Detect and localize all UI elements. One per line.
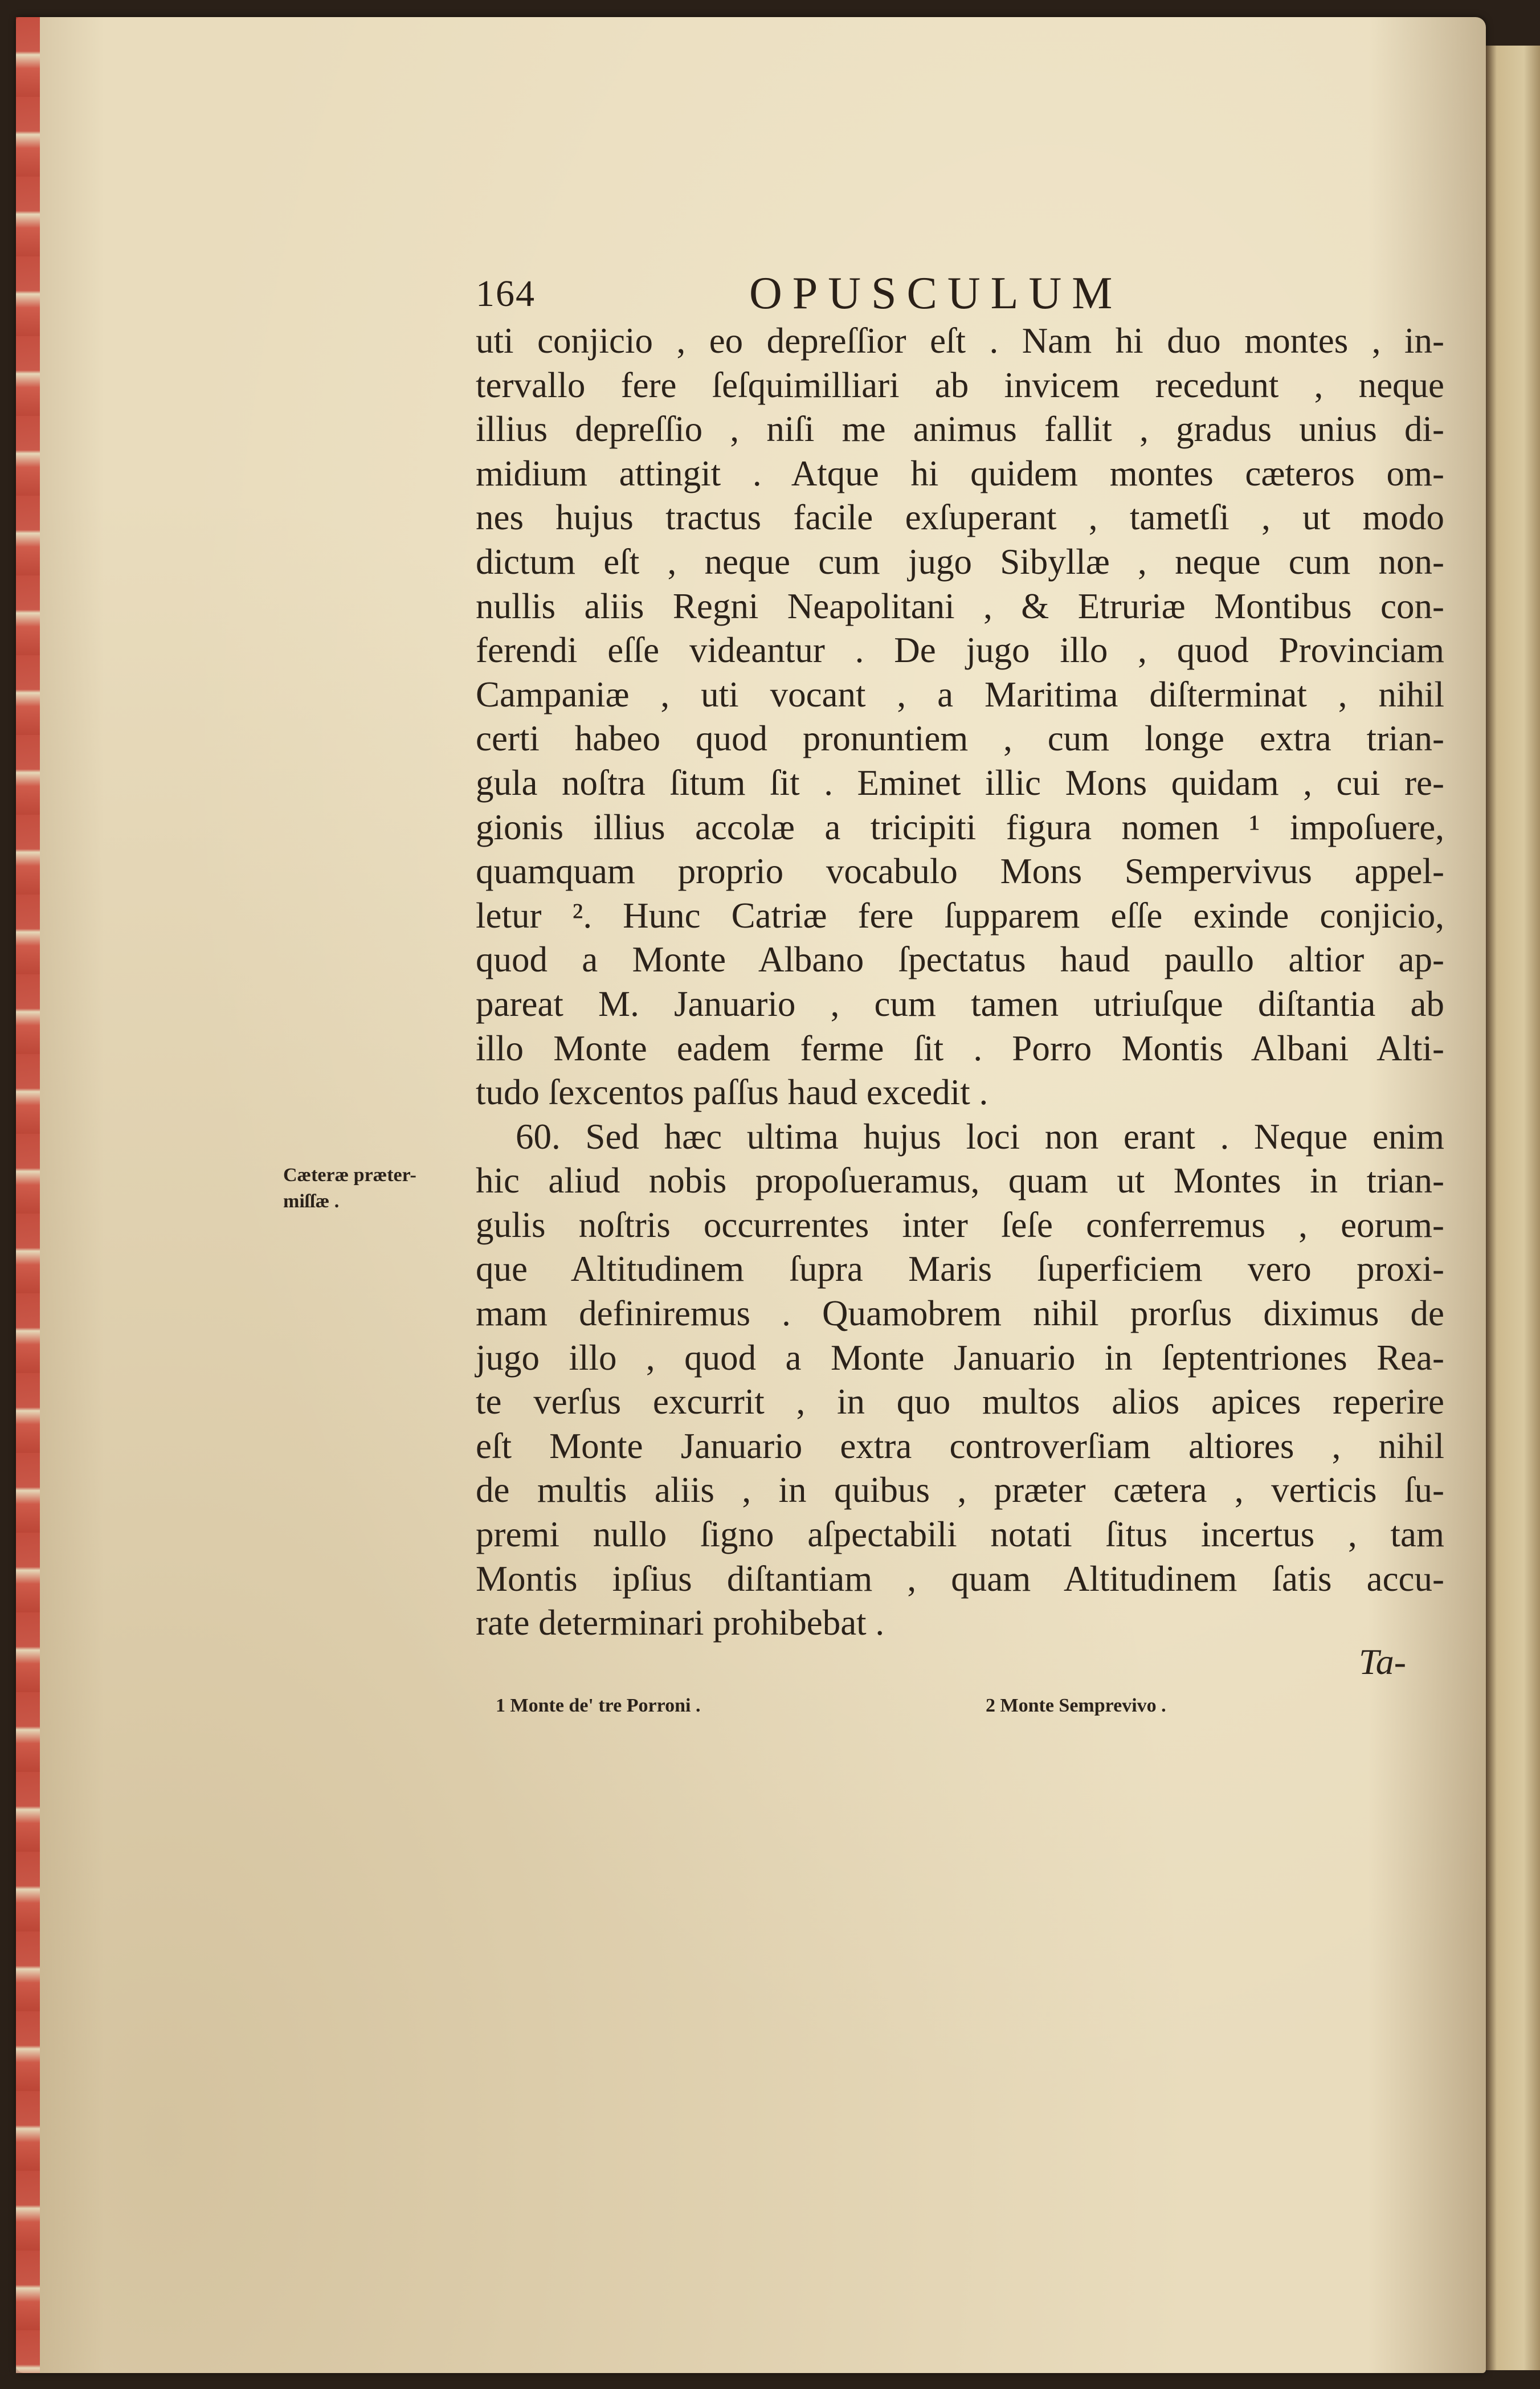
running-head: OPUSCULUM bbox=[749, 268, 1123, 318]
marginal-note bbox=[283, 1162, 465, 1215]
text-line: illo Monte eadem ferme ſit . Porro Montis Albani Alti- bbox=[476, 1028, 1444, 1068]
page-number: 164 bbox=[476, 273, 536, 315]
text-line: te verſus excurrit , in quo multos alios apices reperire bbox=[476, 1382, 1444, 1422]
text-line: nes hujus tractus facile exſuperant , tametſi , ut modo bbox=[476, 497, 1444, 538]
text-line: gula noſtra ſitum ſit . Eminet illic Mons quidam , cui re- bbox=[476, 762, 1444, 803]
text-line: eſt Monte Januario extra controverſiam altiores , nihil bbox=[476, 1426, 1444, 1466]
text-line: mam definiremus . Quamobrem nihil prorſus diximus de bbox=[476, 1293, 1444, 1334]
text-line: de multis aliis , in quibus , præter cætera , verticis ſu- bbox=[476, 1470, 1444, 1510]
marginal-note-line: Cæteræ præter- bbox=[283, 1165, 416, 1186]
text-line: quod a Monte Albano ſpectatus haud paullo altior ap- bbox=[476, 940, 1444, 980]
text-line: gionis illius accolæ a tricipiti figura nomen ¹ impoſuere, bbox=[476, 807, 1444, 847]
footnote-1: 1 Monte de' tre Porroni . bbox=[496, 1695, 701, 1716]
text-line: nullis aliis Regni Neapolitani , & Etruriæ Montibus con- bbox=[476, 586, 1444, 626]
text-line: quamquam proprio vocabulo Mons Sempervivus appel- bbox=[476, 851, 1444, 892]
text-line: uti conjicio , eo depreſſior eſt . Nam hi duo montes , in- bbox=[476, 321, 1444, 361]
text-line: pareat M. Januario , cum tamen utriuſque diſtantia ab bbox=[476, 983, 1444, 1024]
text-line: Montis ipſius diſtantiam , quam Altitudinem ſatis accu- bbox=[476, 1558, 1444, 1599]
page-header bbox=[476, 268, 1444, 325]
text-line: letur ². Hunc Catriæ fere ſupparem eſſe exinde conjicio, bbox=[476, 895, 1444, 936]
text-line: jugo illo , quod a Monte Januario in ſeptentriones Rea- bbox=[476, 1337, 1444, 1378]
marginal-note-line: miſſæ . bbox=[283, 1191, 340, 1212]
text-line: hic aliud nobis propoſueramus, quam ut Montes in trian- bbox=[476, 1161, 1444, 1201]
text-line: illius depreſſio , niſi me animus fallit , gradus unius di- bbox=[476, 409, 1444, 450]
text-line: dictum eſt , neque cum jugo Sibyllæ , neque cum non- bbox=[476, 541, 1444, 582]
text-line: 60. Sed hæc ultima hujus loci non erant . Neque enim bbox=[516, 1116, 1444, 1157]
text-line: midium attingit . Atque hi quidem montes cæteros om- bbox=[476, 453, 1444, 493]
text-line: Campaniæ , uti vocant , a Maritima diſterminat , nihil bbox=[476, 674, 1444, 714]
facing-page-edge bbox=[1486, 46, 1540, 2370]
catchword: Ta- bbox=[1359, 1641, 1407, 1682]
text-line: tervallo fere ſeſquimilliari ab invicem recedunt , neque bbox=[476, 365, 1444, 405]
text-line: certi habeo quod pronuntiem , cum longe extra trian- bbox=[476, 718, 1444, 759]
text-line: ferendi eſſe videantur . De jugo illo , quod Provinciam bbox=[476, 630, 1444, 671]
text-line: gulis noſtris occurrentes inter ſeſe conferremus , eorum- bbox=[476, 1204, 1444, 1245]
footnotes bbox=[496, 1695, 1271, 1729]
footnote-2: 2 Monte Semprevivo . bbox=[986, 1695, 1166, 1716]
main-text-block bbox=[476, 319, 1444, 1645]
text-line: que Altitudinem ſupra Maris ſuperficiem vero proxi- bbox=[476, 1249, 1444, 1289]
text-line: premi nullo ſigno aſpectabili notati ſitus incertus , tam bbox=[476, 1514, 1444, 1555]
text-line: rate determinari prohibebat . bbox=[476, 1603, 885, 1643]
red-page-edge bbox=[16, 17, 40, 2373]
text-line: tudo ſexcentos paſſus haud excedit . bbox=[476, 1072, 988, 1113]
